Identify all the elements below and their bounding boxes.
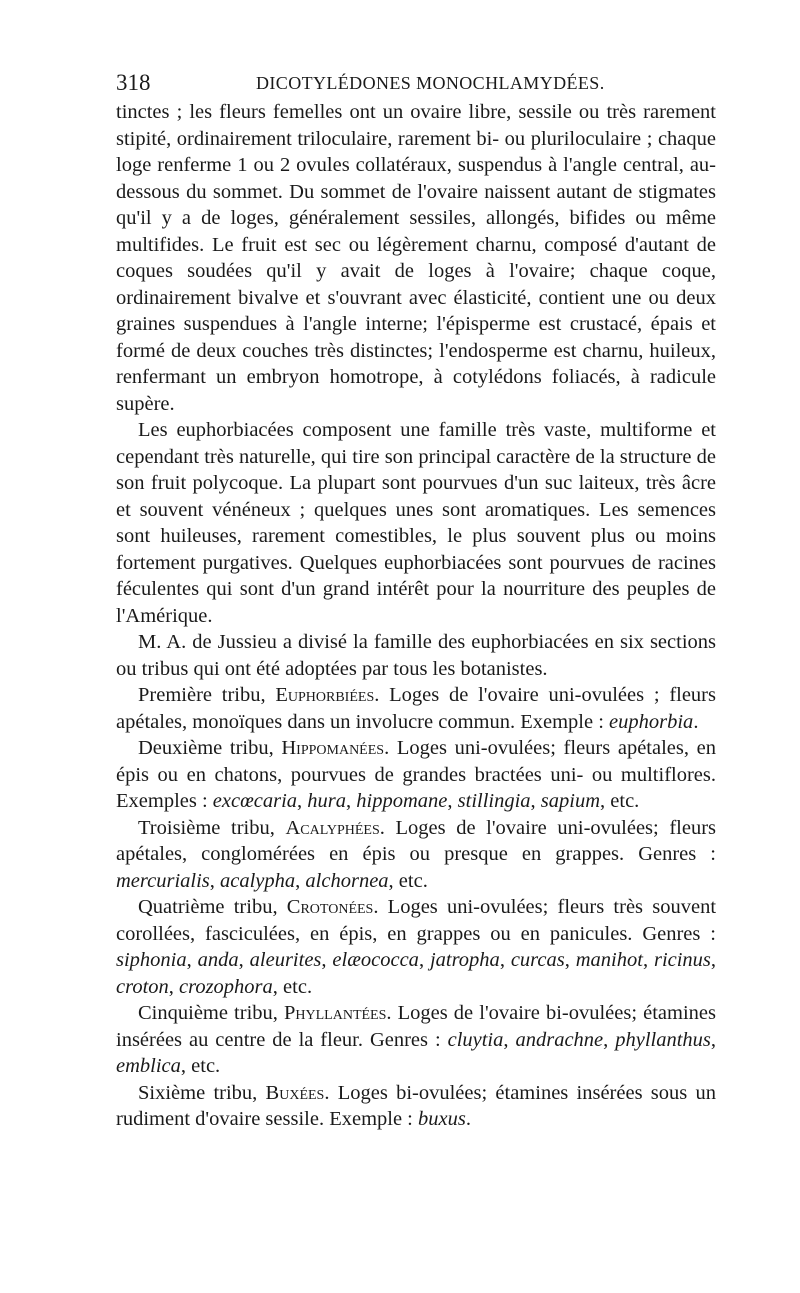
running-title: DICOTYLÉDONES MONOCHLAMYDÉES.	[256, 73, 605, 93]
genus-name: cluytia	[447, 1028, 504, 1051]
paragraph-jussieu-division: M. A. de Jussieu a divisé la famille des euphorbiacées en six sections ou tribus qui ont été adoptées par tous les botanistes.	[116, 631, 716, 680]
genus-name: croton	[116, 975, 169, 998]
genus-name: emblica	[116, 1055, 181, 1077]
tribe-name: Buxées	[265, 1081, 325, 1104]
paragraph-tribe-2: Deuxième tribu, Hippomanées. Loges uni-ovulées; fleurs apétales, en épis ou en chatons, pourvues de grandes bractées uni- ou multiflores. Exemples : excœcaria, hura, hippomane, stillingia, sapium, etc.	[116, 737, 716, 812]
genus-name: buxus	[418, 1108, 466, 1130]
genus-name: acalypha	[220, 869, 296, 892]
genus-name: siphonia	[116, 949, 187, 971]
paragraph-continuation: tinctes ; les fleurs femelles ont un ovaire libre, sessile ou très rarement stipité, ordinairement triloculaire, rarement bi- ou pluriloculaire ; chaque loge renferme 1 ou 2 ovules collatéraux, suspendus à l'angle central, au-dessous du sommet. Du sommet de l'ovaire naissent autant de stigmates qu'il y a de loges, généralement sessiles, allongés, bifides ou même multifides. Le fruit est sec ou légèrement charnu, composé d'autant de coques soudées qu'il y avait de loges à l'ovaire; chaque coque, ordinairement bivalve et s'ouvrant avec élasticité, contient une ou deux graines suspendues à l'angle interne; l'épisperme est crustacé, épais et formé de deux couches très distinctes; l'endosperme est charnu, huileux, renfermant un embryon homotrope, à cotylédons foliacés, à radicule supère.	[116, 101, 716, 415]
body-text	[116, 99, 716, 1133]
paragraph-tribe-5: Cinquième tribu, Phyllantées. Loges de l'ovaire bi-ovulées; étamines insérées au centre de la fleur. Genres : cluytia, andrachne, phyllanthus, emblica, etc.	[116, 1002, 717, 1077]
genus-name: jatropha	[429, 949, 500, 971]
genus-name: hura	[307, 790, 347, 812]
genus-name: hippomane	[356, 790, 448, 812]
genus-name: elæococca	[332, 949, 419, 971]
paragraph-euphorbiaceae-overview: Les euphorbiacées composent une famille très vaste, multiforme et cependant très naturelle, qui tire son principal caractère de la structure de son fruit polycoque. La plupart sont pourvues d'un suc laiteux, très âcre et souvent vénéneux ; quelques unes sont aromatiques. Les semences sont huileuses, rarement comestibles, le plus souvent plus ou moins fortement purgatives. Quelques euphorbiacées sont pourvues de racines féculentes qui sont d'un grand intérêt pour la nourriture des peuples de l'Amérique.	[116, 419, 716, 627]
tribe-name: Hippomanées	[281, 737, 385, 759]
genus-name: crozophora	[179, 975, 273, 998]
genus-name: andrachne	[515, 1028, 604, 1051]
genus-name: aleurites	[249, 949, 322, 971]
genus-name: mercurialis	[116, 869, 210, 892]
tribe-name: Crotonées	[286, 896, 374, 918]
genus-name: curcas	[510, 949, 565, 971]
page-number: 318	[116, 70, 151, 95]
genus-name: euphorbia	[609, 710, 694, 733]
paragraph-tribe-4: Quatrième tribu, Crotonées. Loges uni-ovulées; fleurs très souvent corollées, fasciculées, en épis, en grappes ou en panicules. Genres : siphonia, anda, aleurites, elæococca, jatropha, curcas, manihot, ricinus, croton, crozophora, etc.	[116, 896, 717, 998]
tribe-name: Acalyphées	[285, 816, 380, 839]
page-header	[116, 70, 716, 102]
genus-name: excœcaria	[212, 790, 298, 812]
genus-name: manihot	[575, 949, 643, 971]
paragraph-tribe-3: Troisième tribu, Acalyphées. Loges de l'ovaire uni-ovulées; fleurs apétales, conglomérées en épis ou presque en grappes. Genres : mercurialis, acalypha, alchornea, etc.	[116, 816, 716, 892]
genus-name: anda	[197, 949, 239, 971]
genus-name: stillingia	[457, 790, 531, 812]
paragraph-tribe-6: Sixième tribu, Buxées. Loges bi-ovulées; étamines insérées sous un rudiment d'ovaire sessile. Exemple : buxus.	[116, 1081, 717, 1130]
paragraph-tribe-1: Première tribu, Euphorbiées. Loges de l'ovaire uni-ovulées ; fleurs apétales, monoïques dans un involucre commun. Exemple : euphorbia.	[116, 684, 716, 733]
tribe-name: Phyllantées	[284, 1002, 387, 1024]
genus-name: alchornea	[305, 869, 389, 892]
genus-name: sapium	[540, 790, 601, 812]
tribe-name: Euphorbiées	[275, 684, 375, 706]
genus-name: ricinus	[653, 949, 711, 971]
genus-name: phyllanthus	[615, 1028, 711, 1051]
